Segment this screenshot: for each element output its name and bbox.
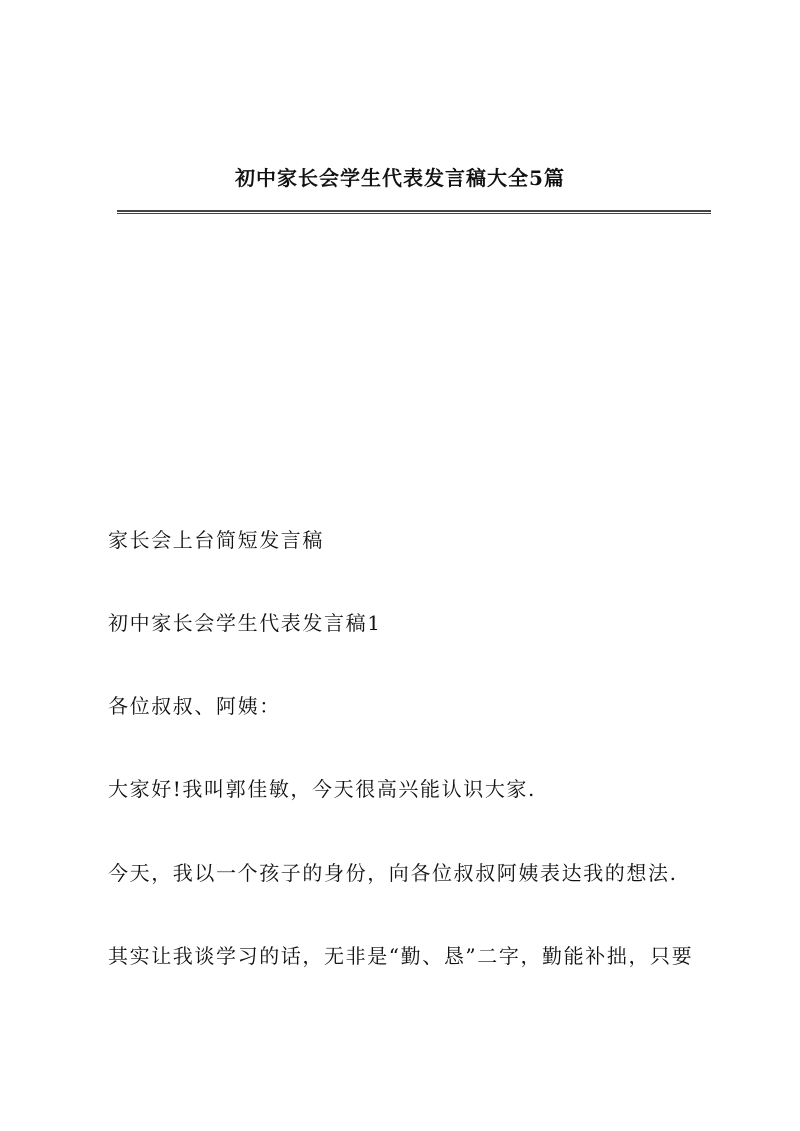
title-divider xyxy=(117,210,711,214)
paragraph-body: 今天，我以一个孩子的身份，向各位叔叔阿姨表达我的想法. xyxy=(108,861,678,885)
document-title: 初中家长会学生代表发言稿大全5篇 xyxy=(235,166,565,190)
paragraph-salutation: 各位叔叔、阿姨： xyxy=(108,694,281,718)
paragraph-section-heading: 初中家长会学生代表发言稿1 xyxy=(108,611,382,635)
paragraph-body: 其实让我谈学习的话，无非是“勤、恳”二字，勤能补拙，只要 xyxy=(108,944,694,968)
paragraph-greeting: 大家好!我叫郭佳敏，今天很高兴能认识大家. xyxy=(108,777,536,801)
paragraph-subtitle: 家长会上台简短发言稿 xyxy=(108,528,324,552)
